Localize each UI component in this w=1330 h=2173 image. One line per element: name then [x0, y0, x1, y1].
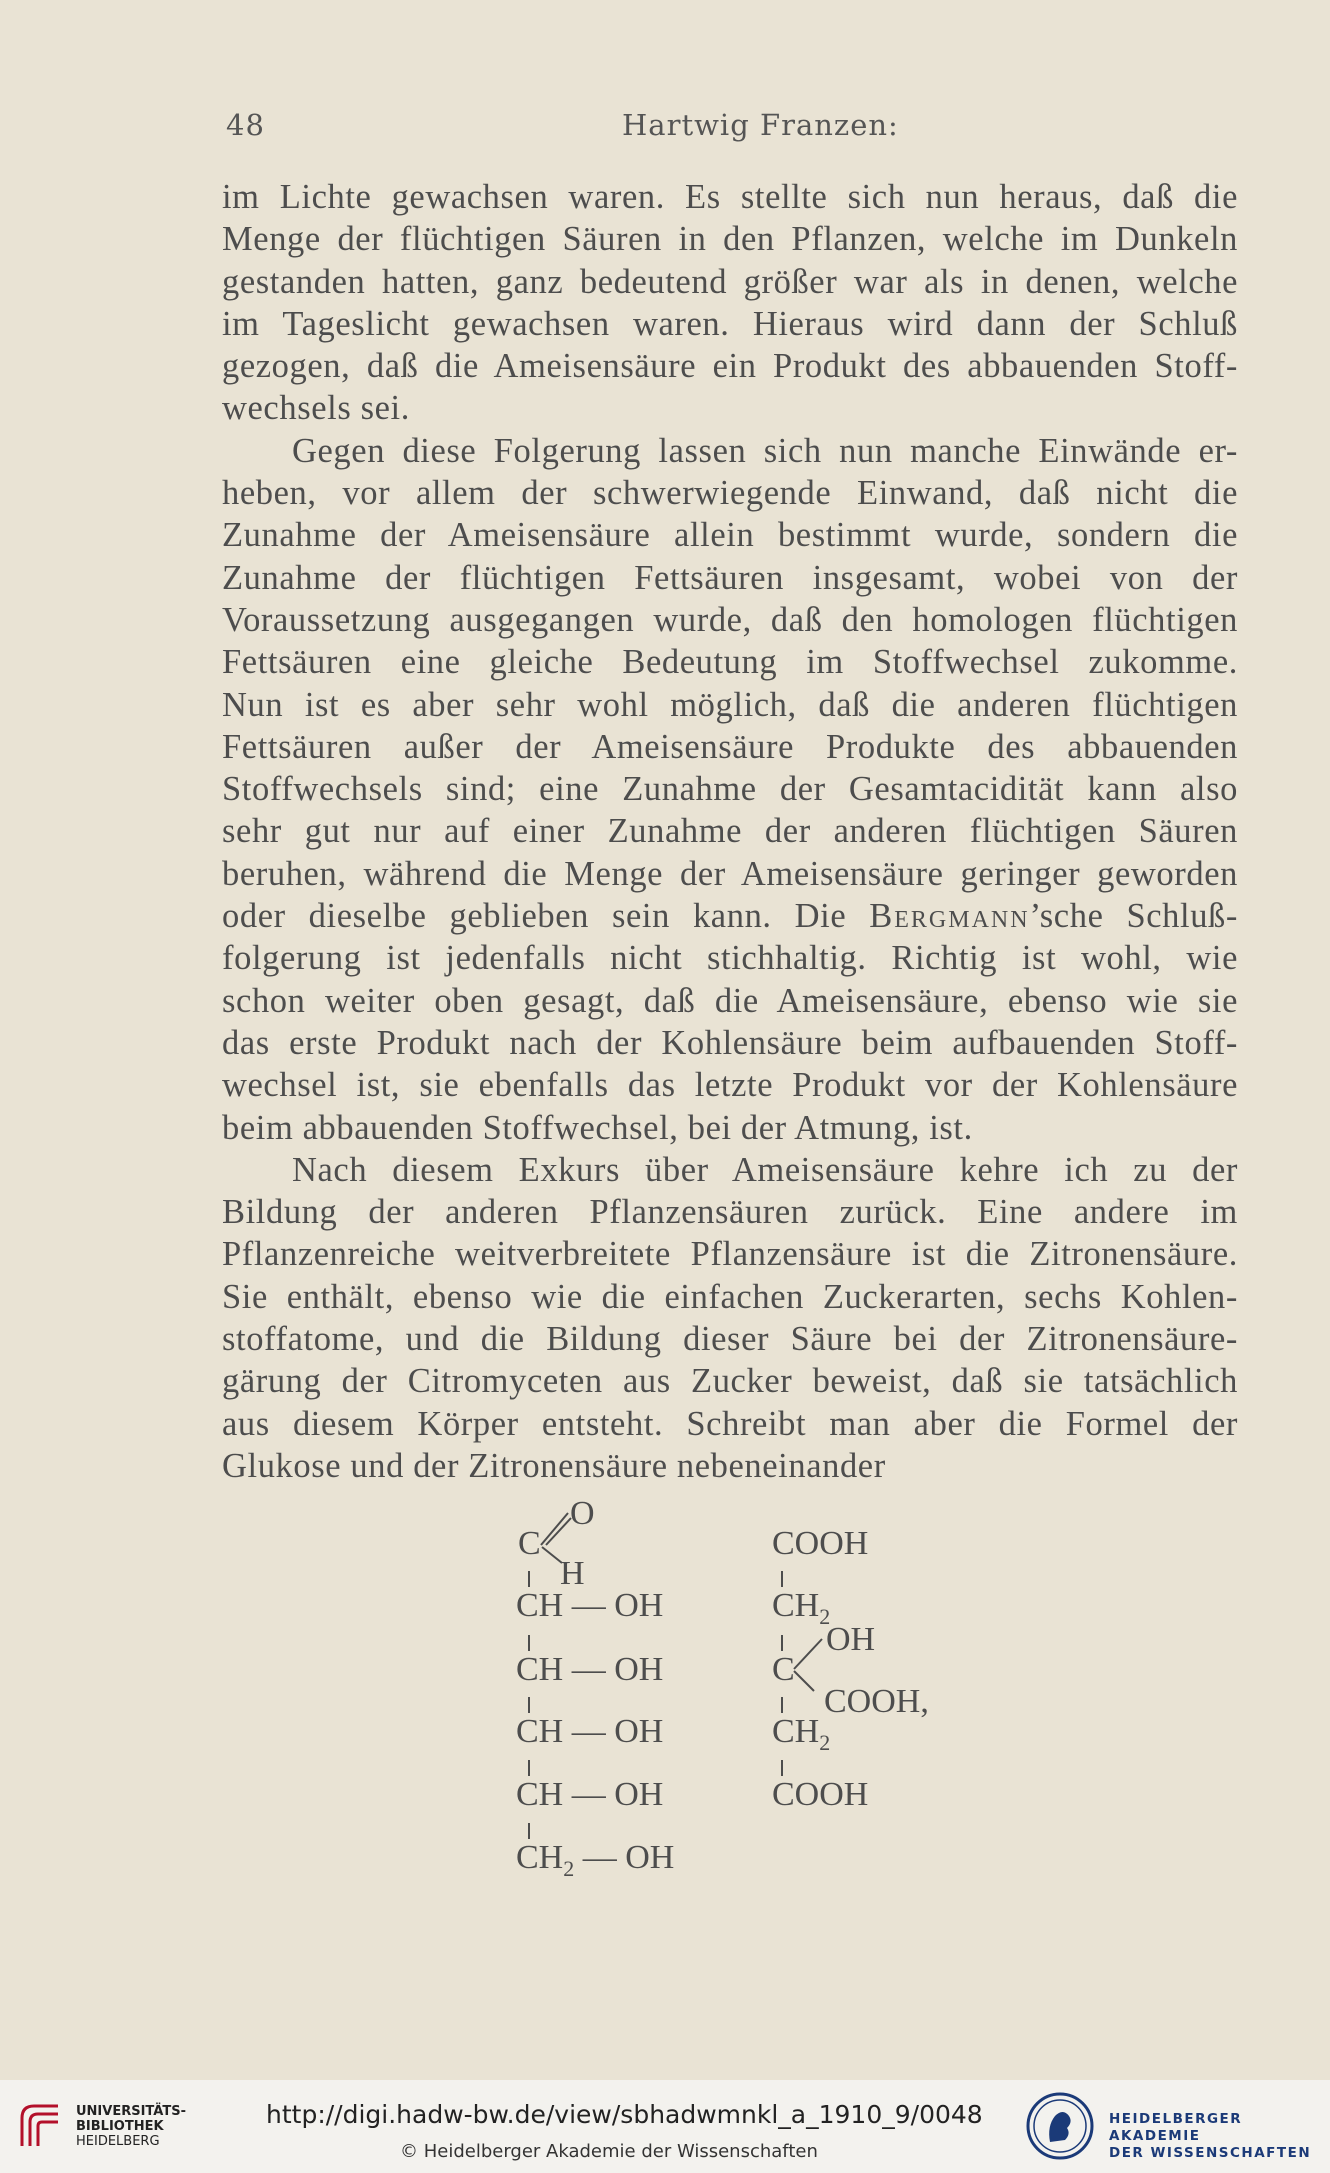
- body-text: [222, 176, 1238, 1487]
- formula-carboxyl: COOH,: [824, 1683, 929, 1720]
- running-title: Hartwig Franzen:: [622, 108, 899, 142]
- formula-row: [516, 1839, 674, 1882]
- formula-oxygen: O: [570, 1495, 595, 1532]
- text-line: das erste Produkt nach der Kohlensäure beim aufbauenden Stoff-: [222, 1023, 1238, 1062]
- formula-row: CH — OH: [516, 1651, 664, 1688]
- text-line: gezogen, daß die Ameisensäure ein Produkt des abbauenden Stoff-: [222, 347, 1238, 386]
- formula-row: COOH: [772, 1776, 869, 1813]
- text-line: stoffatome, und die Bildung dieser Säure bei der Zitronensäure-: [222, 1320, 1238, 1359]
- single-bond: [528, 1571, 530, 1587]
- text-line: wechsels sei.: [222, 389, 410, 428]
- single-bond: [528, 1760, 530, 1776]
- academy-line: DER WISSENSCHAFTEN: [1109, 2145, 1312, 2161]
- glucose-formula: [516, 1495, 716, 1885]
- text-line: im Tageslicht gewachsen waren. Hieraus wird dann der Schluß: [222, 304, 1238, 343]
- text-segment: ’sche Schluß-: [1029, 897, 1238, 936]
- text-line: sehr gut nur auf einer Zunahme der anderen flüchtigen Säuren: [222, 812, 1238, 851]
- text-line: Nach diesem Exkurs über Ameisensäure kehre ich zu der: [292, 1150, 1238, 1189]
- formula-hydroxyl: OH: [826, 1621, 876, 1658]
- single-bond: [528, 1823, 530, 1839]
- text-line: wechsel ist, sie ebenfalls das letzte Produkt vor der Kohlensäure: [222, 1066, 1238, 1105]
- formula-text: CH: [516, 1839, 564, 1876]
- permalink-url[interactable]: http://digi.hadw-bw.de/view/sbhadwmnkl_a_1910_9/0048: [266, 2100, 983, 2129]
- library-line: HEIDELBERG: [76, 2134, 160, 2149]
- formula-row: CH — OH: [516, 1587, 664, 1624]
- formula-text: CH: [772, 1587, 820, 1624]
- library-line: UNIVERSITÄTS-: [76, 2104, 186, 2119]
- copyright-notice: © Heidelberger Akademie der Wissenschaften: [400, 2141, 818, 2162]
- formula-text: CH: [772, 1713, 820, 1750]
- text-line: beim abbauenden Stoffwechsel, bei der Atmung, ist.: [222, 1108, 973, 1147]
- library-line: BIBLIOTHEK: [76, 2119, 164, 2134]
- text-line: Pflanzenreiche weitverbreitete Pflanzensäure ist die Zitronensäure.: [222, 1235, 1238, 1274]
- single-bond: [781, 1697, 783, 1713]
- text-segment: oder dieselbe geblieben sein kann. Die: [222, 897, 847, 936]
- single-bond: [781, 1760, 783, 1776]
- formula-hydrogen: H: [560, 1555, 585, 1592]
- footer-bar: [0, 2080, 1330, 2173]
- text-line: aus diesem Körper entsteht. Schreibt man aber die Formel der: [222, 1404, 1238, 1443]
- text-line: Glukose und der Zitronensäure nebeneinander: [222, 1446, 886, 1485]
- text-line: Sie enthält, ebenso wie die einfachen Zuckerarten, sechs Kohlen-: [222, 1277, 1238, 1316]
- subscript: 2: [563, 1855, 575, 1881]
- subscript: 2: [819, 1729, 831, 1755]
- text-line: Nun ist es aber sehr wohl möglich, daß die anderen flüchtigen: [222, 685, 1238, 724]
- single-bond: [781, 1635, 783, 1651]
- formula-row: [772, 1713, 830, 1756]
- text-line: folgerung ist jedenfalls nicht stichhaltig. Richtig ist wohl, wie: [222, 939, 1238, 978]
- formula-row: COOH: [772, 1525, 869, 1562]
- text-line: Fettsäuren außer der Ameisensäure Produkte des abbauenden: [222, 727, 1238, 766]
- text-line: Gegen diese Folgerung lassen sich nun manche Einwände er-: [292, 431, 1238, 470]
- text-line: Voraussetzung ausgegangen wurde, daß den homologen flüchtigen: [222, 600, 1238, 639]
- formula-row: [772, 1587, 830, 1630]
- formula-text: — OH: [574, 1839, 675, 1876]
- single-bond: [528, 1635, 530, 1651]
- text-line: [222, 895, 1238, 937]
- text-line: Zunahme der flüchtigen Fettsäuren insgesamt, wobei von der: [222, 558, 1238, 597]
- library-logo-icon: [14, 2100, 66, 2152]
- formula-carbon: C: [772, 1651, 795, 1688]
- academy-seal-icon: [1025, 2090, 1095, 2162]
- text-line: Menge der flüchtigen Säuren in den Pflanzen, welche im Dunkeln: [222, 220, 1238, 259]
- citric-acid-formula: [772, 1495, 992, 1825]
- library-name: [76, 2104, 186, 2149]
- single-bond: [781, 1571, 783, 1587]
- single-bond: [528, 1697, 530, 1713]
- text-line: schon weiter oben gesagt, daß die Ameisensäure, ebenso wie sie: [222, 981, 1238, 1020]
- text-line: gärung der Citromyceten aus Zucker beweist, daß sie tatsächlich: [222, 1362, 1238, 1401]
- text-line: Fettsäuren eine gleiche Bedeutung im Stoffwechsel zukomme.: [222, 643, 1238, 682]
- formula-carbon: C: [518, 1525, 541, 1562]
- academy-line: HEIDELBERGER AKADEMIE: [1109, 2111, 1243, 2144]
- text-line: gestanden hatten, ganz bedeutend größer war als in denen, welche: [222, 262, 1238, 301]
- author-name-bergmann: Bergmann: [869, 897, 1030, 936]
- text-line: Bildung der anderen Pflanzensäuren zurück. Eine andere im: [222, 1193, 1238, 1232]
- formula-row: CH — OH: [516, 1776, 664, 1813]
- formula-row: CH — OH: [516, 1713, 664, 1750]
- text-line: beruhen, während die Menge der Ameisensäure geringer geworden: [222, 854, 1238, 893]
- page-number: 48: [226, 108, 265, 142]
- subscript: 2: [819, 1603, 831, 1629]
- text-line: Stoffwechsels sind; eine Zunahme der Gesamtacidität kann also: [222, 770, 1238, 809]
- text-line: im Lichte gewachsen waren. Es stellte sich nun heraus, daß die: [222, 178, 1238, 216]
- text-line: heben, vor allem der schwerwiegende Einwand, daß nicht die: [222, 474, 1238, 513]
- academy-name: [1109, 2111, 1330, 2162]
- text-line: Zunahme der Ameisensäure allein bestimmt wurde, sondern die: [222, 516, 1238, 555]
